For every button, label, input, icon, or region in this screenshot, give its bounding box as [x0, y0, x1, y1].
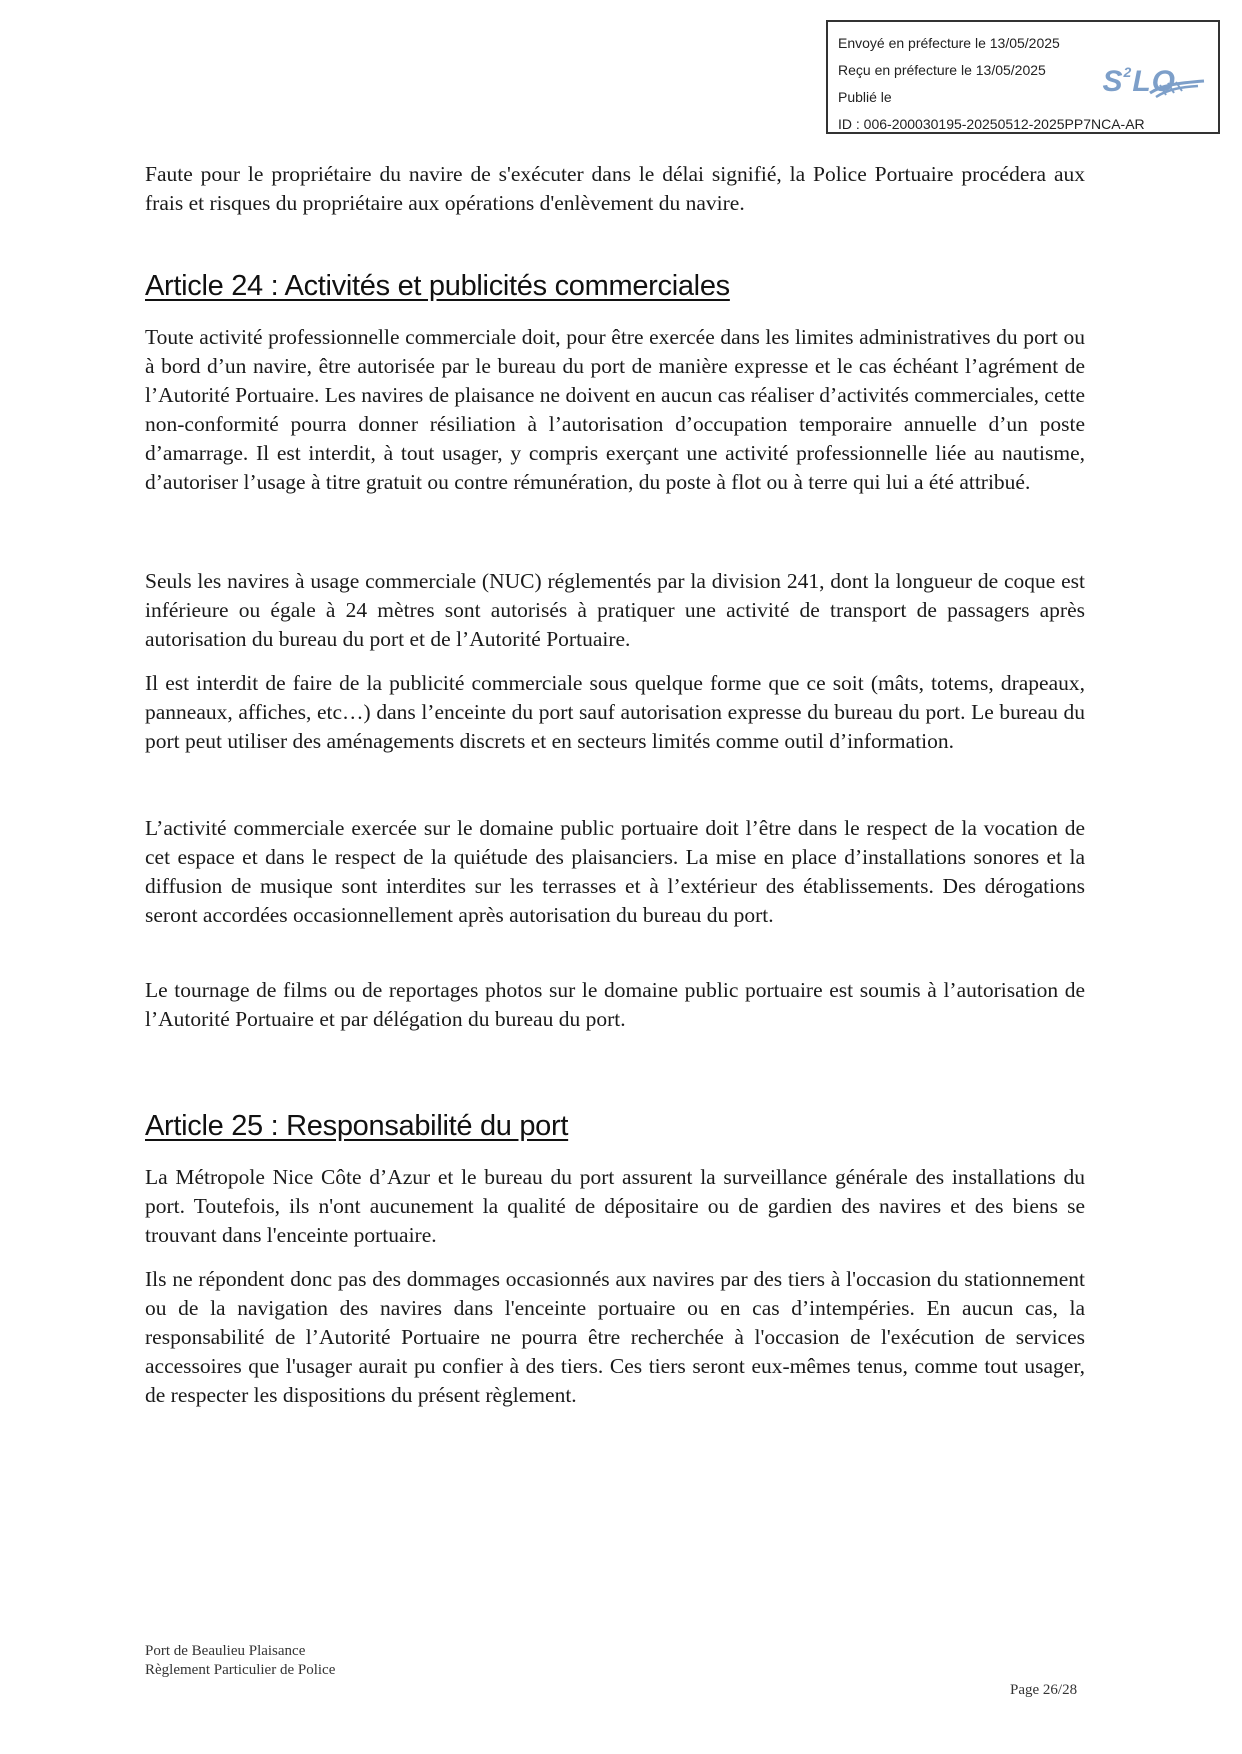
stamp-published: Publié le	[838, 89, 892, 105]
intro-section	[145, 160, 1085, 218]
intro-paragraph: Faute pour le propriétaire du navire de s'exécuter dans le délai signifié, la Police Portuaire procédera aux frais et risques du propriétaire aux opérations d'enlèvement du navire.	[145, 162, 1085, 215]
stamp-sent-date: Envoyé en préfecture le 13/05/2025	[838, 35, 1060, 51]
s2lo-swoosh-icon	[1148, 77, 1206, 101]
article-25-heading-block	[145, 1110, 1085, 1143]
article-24-title: Article 24 : Activités et publicités commerciales	[145, 270, 730, 302]
article-25-title: Article 25 : Responsabilité du port	[145, 1110, 569, 1142]
footer-port-name: Port de Beaulieu Plaisance	[145, 1643, 306, 1659]
page-number: Page 26/28	[1010, 1682, 1078, 1698]
footer-document-title: Règlement Particulier de Police	[145, 1662, 336, 1678]
article-24-paragraph-5-block	[145, 976, 1085, 1034]
article-24-paragraph: L’activité commerciale exercée sur le domaine public portuaire doit l’être dans le respect de la vocation de cet espace et dans le respect de la quiétude des plaisanciers. La mise en place d’installations sonores et la diffusion de musique sont interdites sur les terrasses et à l’extérieur des établissements. Des dérogations seront accordées occasionnellement après autorisation du bureau du port.	[145, 816, 1085, 927]
stamp-received-date: Reçu en préfecture le 13/05/2025	[838, 62, 1046, 78]
article-24-paragraph-2-block	[145, 567, 1085, 654]
article-24-paragraph-3-block	[145, 669, 1085, 756]
article-24-paragraph: Seuls les navires à usage commerciale (NUC) réglementés par la division 241, dont la longueur de coque est inférieure ou égale à 24 mètres sont autorisés à pratiquer une activité de transport de passagers après autorisation du bureau du port et de l’Autorité Portuaire.	[145, 569, 1085, 651]
prefecture-stamp	[826, 20, 1220, 134]
footer-document-info	[145, 1642, 335, 1680]
article-24-paragraph: Toute activité professionnelle commerciale doit, pour être exercée dans les limites administratives du port ou à bord d’un navire, être autorisée par le bureau du port de manière expresse et le cas échéant l’agrément de l’Autorité Portuaire. Les navires de plaisance ne doivent en aucun cas réaliser d’activités commerciales, cette non-conformité pourra donner résiliation à l’autorisation d’occupation temporaire annuelle d’un poste d’amarrage. Il est interdit, à tout usager, y compris exerçant une activité professionnelle liée au nautisme, d’autoriser l’usage à titre gratuit ou contre rémunération, du poste à flot ou à terre qui lui a été attribué.	[145, 325, 1085, 494]
stamp-id: ID : 006-200030195-20250512-2025PP7NCA-AR	[838, 116, 1145, 132]
article-24-heading-block	[145, 270, 1085, 303]
article-24-paragraph: Le tournage de films ou de reportages photos sur le domaine public portuaire est soumis à l’autorisation de l’Autorité Portuaire et par délégation du bureau du port.	[145, 978, 1085, 1031]
article-24-paragraph: Il est interdit de faire de la publicité commerciale sous quelque forme que ce soit (mâts, totems, drapeaux, panneaux, affiches, etc…) dans l’enceinte du port sauf autorisation expresse du bureau du port. Le bureau du port peut utiliser des aménagements discrets et en secteurs limités comme outil d’information.	[145, 671, 1085, 753]
article-25-paragraph-2-block	[145, 1265, 1085, 1410]
article-25-paragraph: Ils ne répondent donc pas des dommages occasionnés aux navires par des tiers à l'occasion du stationnement ou de la navigation des navires dans l'enceinte portuaire ou en cas d’intempéries. En aucun cas, la responsabilité de l’Autorité Portuaire ne pourra être recherchée à l'occasion de l'exécution de services accessoires que l'usager aurait pu confier à des tiers. Ces tiers seront eux-mêmes tenus, comme tout usager, de respecter les dispositions du présent règlement.	[145, 1267, 1085, 1407]
article-24-paragraph-4-block	[145, 814, 1085, 930]
article-25-paragraph-1-block	[145, 1163, 1085, 1250]
s2lo-logo: $S^2LO$	[1102, 64, 1176, 98]
article-25-paragraph: La Métropole Nice Côte d’Azur et le bureau du port assurent la surveillance générale des installations du port. Toutefois, ils n'ont aucunement la qualité de dépositaire ou de gardien des navires et des biens se trouvant dans l'enceinte portuaire.	[145, 1165, 1085, 1247]
article-24-paragraph-1-block	[145, 323, 1085, 497]
